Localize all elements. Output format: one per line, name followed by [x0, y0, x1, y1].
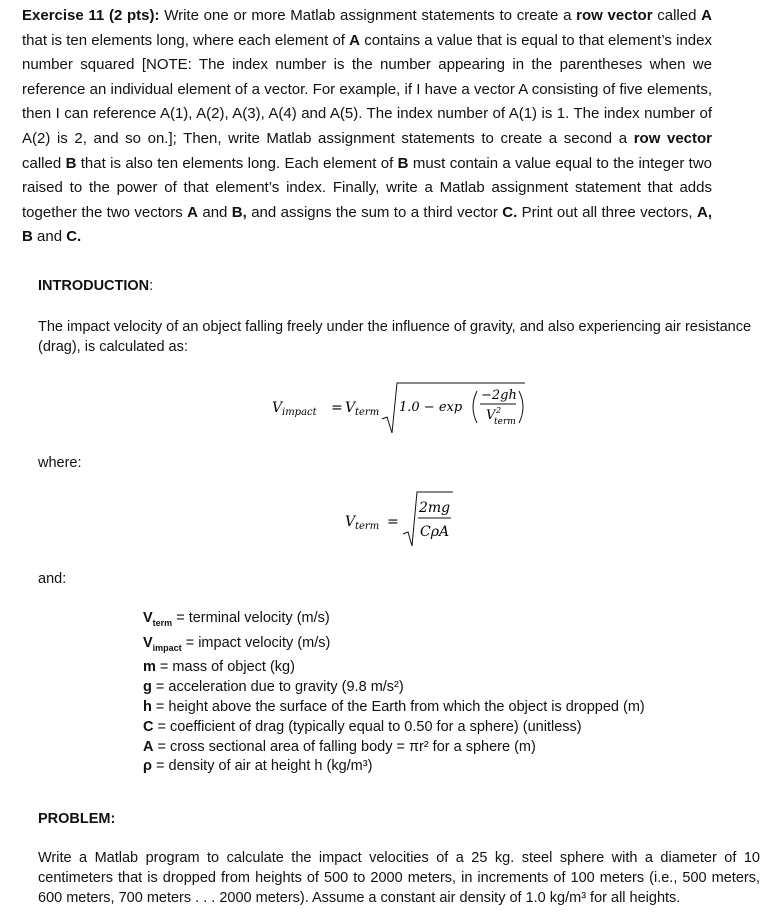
- definition-item: h = height above the surface of the Earth from which the object is dropped (m): [143, 698, 645, 715]
- eq1-denominator-sup: 2: [496, 406, 502, 415]
- eq2-denominator: CρA: [420, 524, 450, 540]
- exercise-heading: Exercise 11 (2 pts): [22, 7, 155, 24]
- terminal-velocity-equation: [345, 488, 465, 548]
- eq1-lhs-sub: impact: [282, 407, 317, 418]
- eq1-denominator: V: [486, 408, 496, 423]
- eq1-v: V: [345, 400, 356, 416]
- definition-item: g = acceleration due to gravity (9.8 m/s²): [143, 679, 404, 696]
- definition-item: m = mass of object (kg): [143, 659, 295, 676]
- eq1-left-paren: [473, 391, 477, 423]
- eq1-denominator-sub: term: [494, 417, 516, 427]
- eq2-lhs: V: [345, 514, 356, 530]
- eq2-numerator: 2mg: [419, 500, 451, 516]
- where-label: where:: [38, 455, 82, 471]
- introduction-text: The impact velocity of an object falling freely under the influence of gravity, and also experiencing air resistance (drag), is calculated as:: [38, 319, 752, 355]
- eq1-v-sub: term: [355, 407, 380, 418]
- definition-item: ρ = density of air at height h (kg/m³): [143, 758, 373, 775]
- variable-definitions: [143, 609, 645, 777]
- eq2-equals: =: [387, 514, 399, 530]
- definition-item: $V_{term}$ = terminal velocity (m/s): [143, 610, 330, 628]
- definition-item: $V_{impact}$ = impact velocity (m/s): [143, 634, 331, 653]
- eq1-equals: =: [331, 400, 343, 416]
- exercise-paragraph: Exercise 11 (2 pts): Write one or more Matlab assignment statements to create a row vector called A that is ten elements long, where each element of A contains a value that is equal to that element’s index number squared [NOTE: The index number is the number appearing in the parentheses when we reference an individual element of a vector. For example, if I have a vector A consisting of five elements, then I can reference A(1), A(2), A(3), A(4) and A(5). The index number of A(1) is 1. The index number of A(2) is 2, and so on.]; Then, write Matlab assignment statements to create a second a row vector called B that is also ten elements long. Each element of B must contain a value equal to the integer two raised to the power of that element’s index. Finally, write a Matlab assignment statement that adds together the two vectors A and B, and assigns the sum to a third vector C. Print out all three vectors, A, B and C.: [22, 7, 713, 246]
- eq1-lhs: V: [272, 400, 283, 416]
- eq1-right-paren: [519, 391, 523, 423]
- eq1-constant: 1.0 − exp: [399, 400, 463, 415]
- definition-item: C = coefficient of drag (typically equal to 0.50 for a sphere) (unitless): [143, 718, 582, 735]
- eq1-numerator: −2gh: [481, 388, 517, 403]
- and-label: and:: [38, 571, 67, 587]
- eq2-lhs-sub: term: [355, 521, 380, 532]
- definition-item: A = cross sectional area of falling body = πr² for a sphere (m): [143, 738, 536, 755]
- problem-text: Write a Matlab program to calculate the impact velocities of a 25 kg. steel sphere with a diameter of 10 centimeters that is dropped from heights of 500 to 2000 meters, in increments of 100 meters (i.e., 500 meters, 600 meters, 700 meters . . . 2000 meters). Assume a constant air density of 1.0 kg/m³ for all heights.: [38, 850, 760, 906]
- problem-heading: PROBLEM:: [38, 811, 116, 827]
- impact-velocity-equation: [270, 379, 530, 435]
- introduction-heading: INTRODUCTION:: [38, 278, 154, 294]
